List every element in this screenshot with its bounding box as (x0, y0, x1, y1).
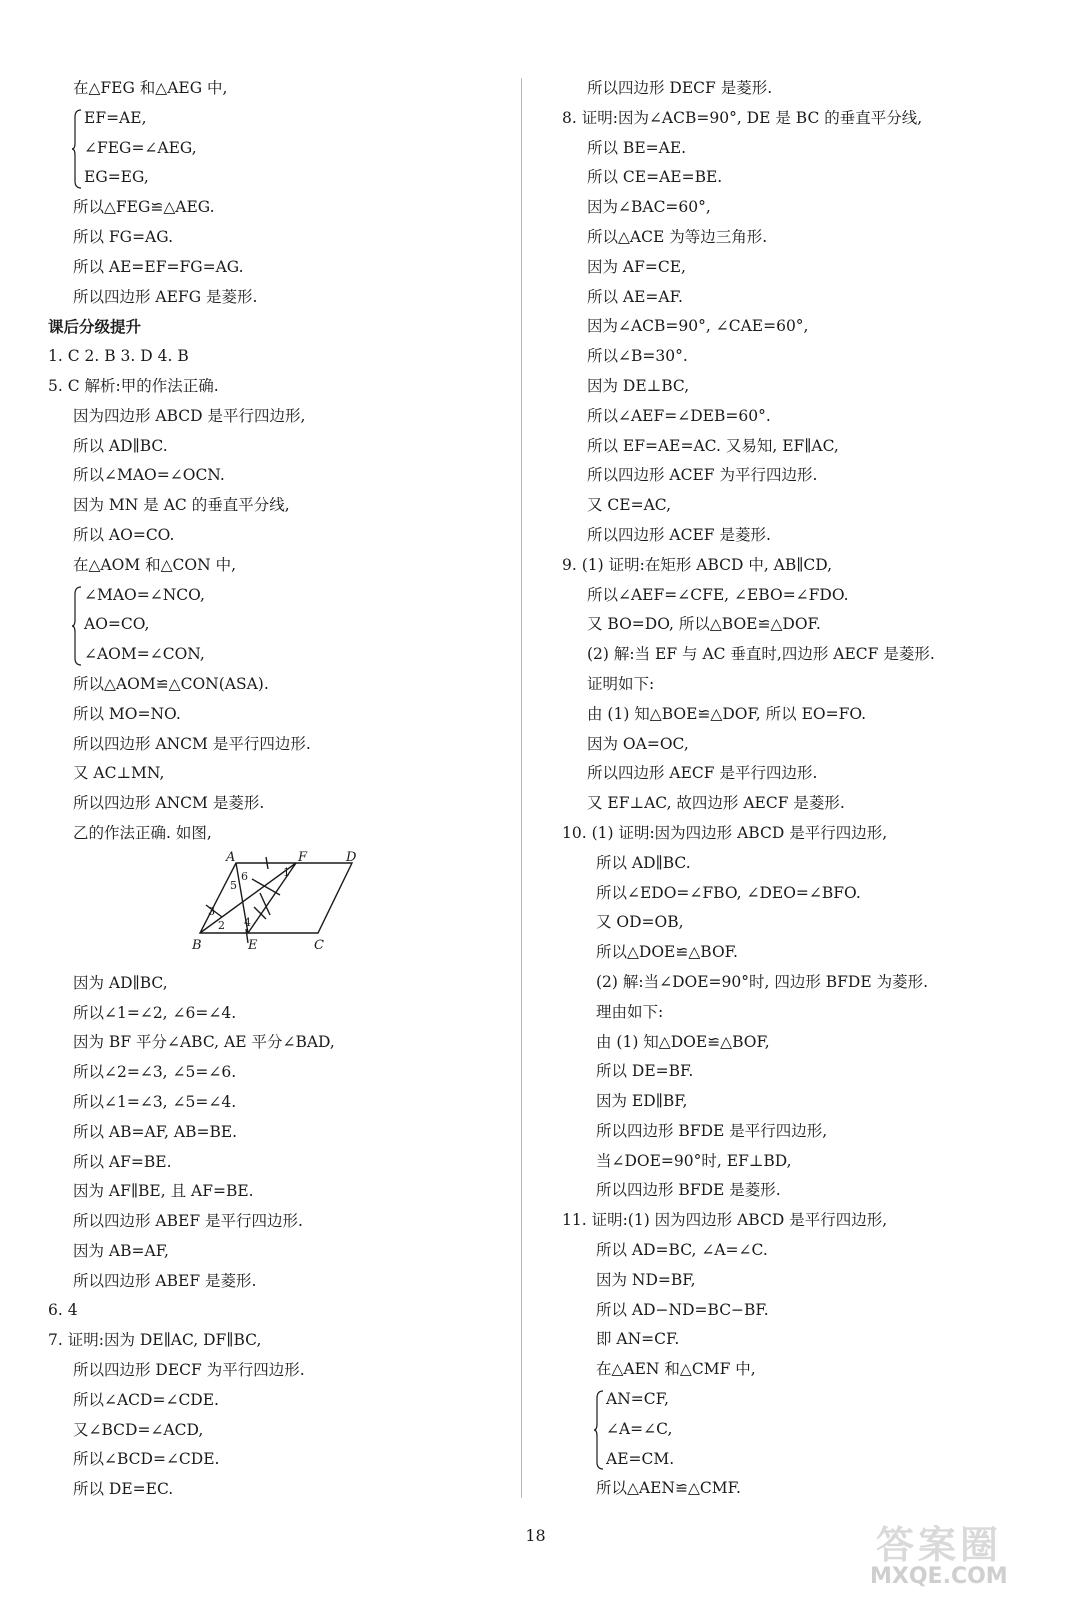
point-label-c: C (314, 937, 324, 953)
text-line: 因为 AB=AF, (73, 1241, 169, 1260)
column-divider (521, 78, 522, 1498)
answer-line: 1. C 2. B 3. D 4. B (48, 347, 189, 366)
text-line: 所以∠MAO=∠OCN. (73, 466, 225, 485)
text-line: 所以 DE=BF. (596, 1062, 694, 1081)
left-column (48, 74, 518, 1505)
text-line: 所以△AOM≌△CON(ASA). (73, 674, 269, 693)
equation-line: ∠AOM=∠CON, (84, 645, 205, 664)
text-line: 所以四边形 ANCM 是菱形. (73, 794, 265, 813)
text-line: 由 (1) 知△BOE≌△DOF, 所以 EO=FO. (587, 704, 867, 723)
text-line: 所以 EF=AE=AC. 又易知, EF∥AC, (587, 436, 839, 455)
angle-label-1: 1 (283, 865, 290, 879)
text-line: 又 CE=AC, (587, 496, 672, 515)
text-line: 所以 AB=AF, AB=BE. (73, 1122, 238, 1141)
point-label-e: E (248, 937, 258, 953)
text-line: 所以 AF=BE. (73, 1152, 172, 1171)
text-line: 所以∠ACD=∠CDE. (73, 1390, 219, 1409)
text-line: 所以△ACE 为等边三角形. (587, 227, 768, 246)
question-line: 9. (1) 证明:在矩形 ABCD 中, AB∥CD, (562, 555, 833, 574)
equation-line: ∠MAO=∠NCO, (84, 585, 205, 604)
text-line: 所以四边形 ABEF 是菱形. (73, 1271, 257, 1290)
text-line: 所以 AO=CO. (73, 525, 175, 544)
text-line: 在△AOM 和△CON 中, (73, 555, 237, 574)
text-line: 所以∠AEF=∠CFE, ∠EBO=∠FDO. (587, 585, 849, 604)
text-line: 所以 AE=AF. (587, 287, 683, 306)
text-line: 所以 FG=AG. (73, 227, 174, 246)
text-line: 又 AC⊥MN, (73, 764, 165, 783)
equation-line: ∠FEG=∠AEG, (84, 138, 197, 157)
text-line: 所以 DE=EC. (73, 1480, 174, 1499)
text-line: 所以△DOE≌△BOF. (596, 943, 738, 962)
text-line: 所以△AEN≌△CMF. (596, 1479, 741, 1498)
text-line: 即 AN=CF. (596, 1330, 680, 1349)
text-line: 所以 AD∥BC. (73, 436, 168, 455)
text-line: 因为 DE⊥BC, (587, 376, 690, 395)
text-line: 所以 MO=NO. (73, 704, 181, 723)
section-heading: 课后分级提升 (48, 317, 142, 337)
text-line: 因为四边形 ABCD 是平行四边形, (73, 406, 306, 425)
text-line: 所以四边形 BFDE 是平行四边形, (596, 1121, 828, 1140)
geometry-figure (48, 849, 518, 969)
text-line: 因为 BF 平分∠ABC, AE 平分∠BAD, (73, 1033, 335, 1052)
text-line: 因为 AD∥BC, (73, 973, 168, 992)
equation-system (48, 581, 518, 670)
text-line: 证明如下: (587, 674, 655, 693)
text-line: 又 BO=DO, 所以△BOE≌△DOF. (587, 615, 821, 634)
text-line: 因为 ND=BF, (596, 1270, 696, 1289)
text-line: 所以四边形 AEFG 是菱形. (73, 287, 258, 306)
text-line: 乙的作法正确. 如图, (73, 823, 212, 842)
text-line: 所以∠EDO=∠FBO, ∠DEO=∠BFO. (596, 883, 861, 902)
text-line: 所以∠1=∠2, ∠6=∠4. (73, 1003, 237, 1022)
text-line: 因为 OA=OC, (587, 734, 689, 753)
text-line: 因为 AF∥BE, 且 AF=BE. (73, 1182, 254, 1201)
text-line: 理由如下: (596, 1002, 664, 1021)
angle-label-5: 5 (230, 878, 237, 892)
equation-line: ∠A=∠C, (606, 1419, 673, 1438)
text-line: 所以四边形 AECF 是平行四边形. (587, 764, 818, 783)
text-line: 在△FEG 和△AEG 中, (73, 79, 228, 97)
text-line: 所以△FEG≌△AEG. (73, 198, 215, 217)
angle-label-3: 3 (208, 904, 215, 918)
watermark-logo (862, 1512, 1062, 1594)
text-line: 所以∠1=∠3, ∠5=∠4. (73, 1092, 237, 1111)
right-column (562, 74, 1032, 1504)
parallelogram-diagram (188, 849, 378, 969)
point-label-d: D (346, 849, 357, 865)
text-line: 所以 AD−ND=BC−BF. (596, 1300, 769, 1319)
question-line: 5. C 解析:甲的作法正确. (48, 376, 219, 395)
text-line: 所以 BE=AE. (587, 138, 687, 157)
watermark-url: MXQE.COM (870, 1564, 1008, 1589)
text-line: 因为∠ACB=90°, ∠CAE=60°, (587, 317, 809, 336)
text-line: 因为 ED∥BF, (596, 1092, 688, 1111)
text-line: 所以 CE=AE=BE. (587, 168, 723, 187)
question-line: 10. (1) 证明:因为四边形 ABCD 是平行四边形, (562, 823, 888, 842)
text-line: 所以四边形 ABEF 是平行四边形. (73, 1212, 303, 1231)
answer-line: 6. 4 (48, 1301, 78, 1320)
text-line: 所以四边形 DECF 为平行四边形. (73, 1361, 305, 1380)
question-line: 11. 证明:(1) 因为四边形 ABCD 是平行四边形, (562, 1211, 888, 1230)
text-line: 又 OD=OB, (596, 913, 684, 932)
angle-label-6: 6 (241, 869, 248, 883)
question-line: 7. 证明:因为 DE∥AC, DF∥BC, (48, 1331, 262, 1350)
point-label-b: B (192, 937, 202, 953)
question-line: 8. 证明:因为∠ACB=90°, DE 是 BC 的垂直平分线, (562, 108, 923, 127)
page-number: 18 (525, 1526, 546, 1545)
point-label-a: A (226, 849, 236, 865)
equation-line: EF=AE, (84, 108, 147, 127)
text-line: 所以 AE=EF=FG=AG. (73, 257, 244, 276)
text-line: 所以四边形 DECF 是菱形. (587, 79, 773, 97)
text-line: 所以四边形 ANCM 是平行四边形. (73, 734, 311, 753)
text-line: 在△AEN 和△CMF 中, (596, 1360, 756, 1379)
equation-line: EG=EG, (84, 168, 149, 187)
text-line: (2) 解:当∠DOE=90°时, 四边形 BFDE 为菱形. (596, 972, 929, 991)
text-line: 因为 AF=CE, (587, 257, 686, 276)
text-line: 所以 AD=BC, ∠A=∠C. (596, 1241, 768, 1260)
text-line: 所以∠BCD=∠CDE. (73, 1450, 220, 1469)
equation-line: AN=CF, (606, 1390, 669, 1409)
watermark-text: 答案圈 (876, 1523, 1003, 1567)
text-line: (2) 解:当 EF 与 AC 垂直时,四边形 AECF 是菱形. (587, 645, 935, 664)
text-line: 由 (1) 知△DOE≌△BOF, (596, 1032, 770, 1051)
point-label-f: F (298, 849, 308, 865)
text-line: 所以∠2=∠3, ∠5=∠6. (73, 1063, 237, 1082)
text-line: 因为 MN 是 AC 的垂直平分线, (73, 496, 290, 515)
text-line: 所以 AD∥BC. (596, 853, 691, 872)
text-line: 所以四边形 ACEF 为平行四边形. (587, 466, 818, 485)
equation-line: AO=CO, (84, 615, 150, 634)
equation-system (562, 1385, 1032, 1474)
angle-label-2: 2 (218, 918, 225, 932)
text-line: 又∠BCD=∠ACD, (73, 1420, 204, 1439)
angle-label-4: 4 (244, 915, 251, 929)
text-line: 所以四边形 ACEF 是菱形. (587, 525, 771, 544)
text-line: 因为∠BAC=60°, (587, 198, 711, 217)
brace-icon (72, 586, 82, 666)
text-line: 所以四边形 BFDE 是菱形. (596, 1181, 781, 1200)
text-line: 又 EF⊥AC, 故四边形 AECF 是菱形. (587, 794, 845, 813)
text-line: 所以∠AEF=∠DEB=60°. (587, 406, 771, 425)
equation-system (48, 104, 518, 193)
text-line: 所以∠B=30°. (587, 347, 688, 366)
brace-icon (594, 1390, 604, 1470)
text-line: 当∠DOE=90°时, EF⊥BD, (596, 1151, 792, 1170)
brace-icon (72, 109, 82, 189)
equation-line: AE=CM. (606, 1449, 675, 1468)
